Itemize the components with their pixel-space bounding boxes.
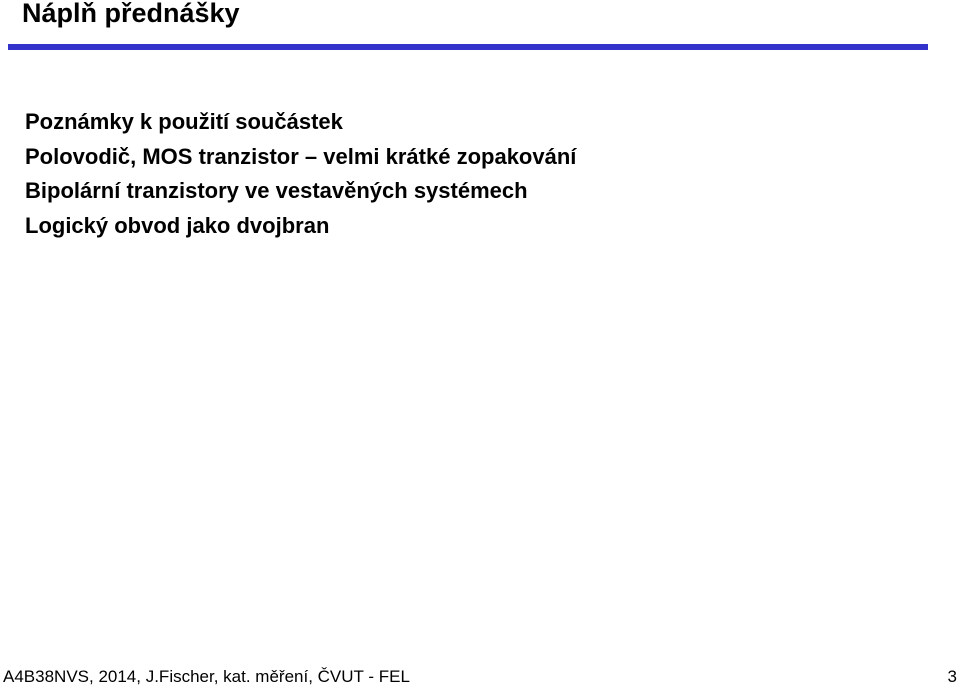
content-list	[25, 105, 576, 243]
content-item: Logický obvod jako dvojbran	[25, 212, 330, 238]
content-item: Polovodič, MOS tranzistor – velmi krátké zopakování	[25, 143, 577, 169]
page-number: 3	[947, 667, 957, 686]
slide-title: Náplň přednášky	[22, 0, 240, 28]
footer-text: A4B38NVS, 2014, J.Fischer, kat. měření, ČVUT - FEL	[3, 667, 410, 686]
content-item: Poznámky k použití součástek	[25, 109, 343, 134]
title-underline-rule	[8, 44, 928, 50]
content-item: Bipolární tranzistory ve vestavěných systémech	[25, 178, 528, 203]
